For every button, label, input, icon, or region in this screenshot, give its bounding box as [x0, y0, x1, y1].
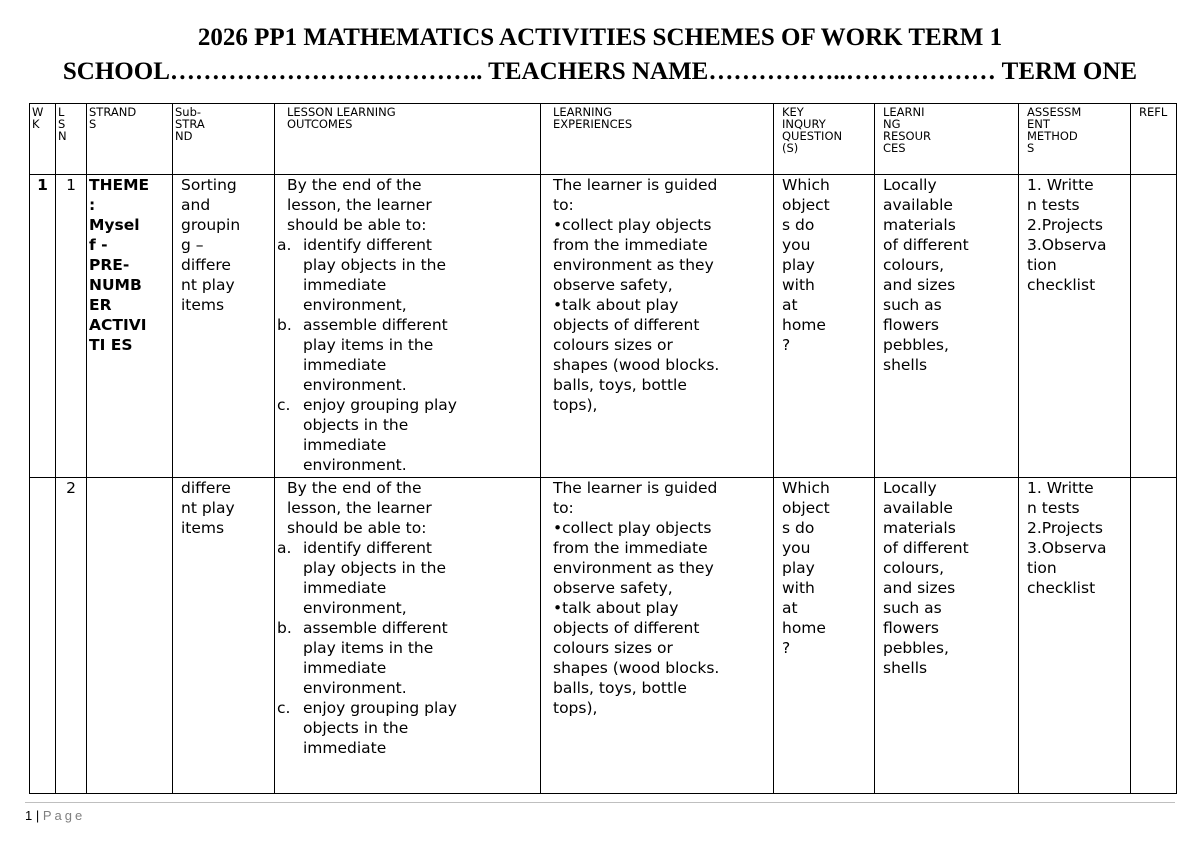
- outcome-item-line: [277, 375, 538, 395]
- outcome-item-line: [277, 678, 538, 698]
- strand-cell: [87, 175, 173, 478]
- cell-line: checklist: [1027, 579, 1096, 597]
- cell-line: differe: [181, 256, 231, 274]
- cell-line: such as: [883, 296, 942, 314]
- outcome-item-text: play objects in the: [303, 256, 447, 274]
- header-line: INQURY: [782, 117, 826, 131]
- outcome-item-text: play objects in the: [303, 559, 447, 577]
- cell-line: 3.Observa: [1027, 539, 1107, 557]
- cell-line: s do: [782, 519, 815, 537]
- header-reflection: [1131, 104, 1177, 175]
- header-line: METHOD: [1027, 129, 1078, 143]
- cell-line: •talk about play: [553, 296, 679, 314]
- header-line: S: [89, 117, 97, 131]
- cell-line: NUMB: [89, 276, 142, 294]
- cell-line: play: [782, 559, 815, 577]
- outcome-item-line: [277, 315, 538, 335]
- cell-line: pebbles,: [883, 639, 949, 657]
- outcome-item-line: [277, 558, 538, 578]
- outcome-item-text: immediate: [303, 579, 387, 597]
- outcome-item-line: [277, 435, 538, 455]
- outcome-item-text: immediate: [303, 739, 387, 757]
- cell-line: balls, toys, bottle: [553, 679, 687, 697]
- outcome-intro-line: lesson, the learner: [287, 196, 432, 214]
- cell-line: The learner is guided: [553, 176, 718, 194]
- outcome-item-text: environment.: [303, 456, 407, 474]
- document-subtitle: SCHOOL……………………………….. TEACHERS NAME……………..……………… TERM ONE: [62, 58, 1138, 85]
- lesson-cell: [56, 478, 87, 794]
- outcome-item-line: [277, 718, 538, 738]
- header-line: ENT: [1027, 117, 1050, 131]
- cell-line: 1. Writte: [1027, 479, 1094, 497]
- footer-separator: |: [32, 808, 43, 823]
- outcome-item-text: play items in the: [303, 336, 434, 354]
- cell-line: groupin: [181, 216, 241, 234]
- cell-line: flowers: [883, 316, 939, 334]
- cell-line: Which: [782, 479, 830, 497]
- cell-line: balls, toys, bottle: [553, 376, 687, 394]
- outcome-item-label: a.: [277, 539, 292, 557]
- outcome-item-label: c.: [277, 396, 291, 414]
- cell-line: differe: [181, 479, 231, 497]
- cell-line: checklist: [1027, 276, 1096, 294]
- header-line: Sub-: [175, 105, 202, 119]
- cell-line: n tests: [1027, 196, 1080, 214]
- cell-line: 2.Projects: [1027, 216, 1103, 234]
- cell-line: TI ES: [89, 336, 133, 354]
- header-line: STRAND: [89, 105, 137, 119]
- cell-line: nt play: [181, 499, 235, 517]
- cell-line: •talk about play: [553, 599, 679, 617]
- cell-line: and sizes: [883, 276, 956, 294]
- week-cell: [30, 175, 56, 478]
- footer-divider: [25, 802, 1175, 803]
- cell-line: shells: [883, 659, 928, 677]
- header-assessment: [1019, 104, 1131, 175]
- header-line: EXPERIENCES: [553, 117, 633, 131]
- outcome-item-line: [277, 698, 538, 718]
- header-line: (S): [782, 141, 799, 155]
- header-lsn: [56, 104, 87, 175]
- outcome-item-line: [277, 255, 538, 275]
- cell-line: Sorting: [181, 176, 237, 194]
- document-title: 2026 PP1 MATHEMATICS ACTIVITIES SCHEMES OF WORK TERM 1: [197, 24, 1003, 51]
- cell-line: object: [782, 499, 830, 517]
- outcome-item-line: [277, 598, 538, 618]
- cell-line: g –: [181, 236, 204, 254]
- header-line: W: [32, 105, 44, 119]
- cell-line: pebbles,: [883, 336, 949, 354]
- resources-cell: [875, 478, 1019, 794]
- lesson-number: 1: [66, 176, 76, 194]
- cell-line: tion: [1027, 559, 1057, 577]
- cell-line: n tests: [1027, 499, 1080, 517]
- outcome-item-line: [277, 235, 538, 255]
- outcome-item-text: assemble different: [303, 619, 448, 637]
- cell-line: you: [782, 539, 811, 557]
- outcome-item-text: immediate: [303, 436, 387, 454]
- strand-cell: [87, 478, 173, 794]
- cell-line: observe safety,: [553, 276, 673, 294]
- experiences-cell: [541, 478, 774, 794]
- cell-line: colours sizes or: [553, 336, 673, 354]
- cell-line: shapes (wood blocks.: [553, 659, 720, 677]
- outcome-item-line: [277, 275, 538, 295]
- header-line: N: [58, 129, 67, 143]
- outcome-item-line: [277, 295, 538, 315]
- outcome-item-line: [277, 395, 538, 415]
- outcome-item-label: b.: [277, 316, 292, 334]
- outcome-item-text: objects in the: [303, 416, 409, 434]
- page-footer: [25, 808, 85, 823]
- outcome-item-line: [277, 638, 538, 658]
- outcome-item-text: enjoy grouping play: [303, 396, 457, 414]
- table-row: [30, 175, 1177, 478]
- cell-line: objects of different: [553, 316, 700, 334]
- resources-cell: [875, 175, 1019, 478]
- cell-line: available: [883, 196, 953, 214]
- cell-line: object: [782, 196, 830, 214]
- outcome-item-text: immediate: [303, 356, 387, 374]
- header-line: CES: [883, 141, 906, 155]
- cell-line: 1. Writte: [1027, 176, 1094, 194]
- cell-line: :: [89, 196, 96, 214]
- cell-line: items: [181, 296, 225, 314]
- cell-line: ER: [89, 296, 112, 314]
- header-line: ASSESSM: [1027, 105, 1082, 119]
- reflection-cell: [1131, 478, 1177, 794]
- header-line: NG: [883, 117, 901, 131]
- cell-line: ?: [782, 639, 791, 657]
- cell-line: tops),: [553, 699, 598, 717]
- scheme-of-work-table: [29, 103, 1177, 794]
- header-line: LEARNING: [553, 105, 613, 119]
- inquiry-cell: [774, 175, 875, 478]
- table-row: [30, 478, 1177, 794]
- cell-line: home: [782, 316, 826, 334]
- lesson-number: 2: [66, 479, 76, 497]
- cell-line: flowers: [883, 619, 939, 637]
- outcome-item-text: environment,: [303, 599, 407, 617]
- outcome-item-text: environment.: [303, 679, 407, 697]
- header-line: L: [58, 105, 65, 119]
- outcome-item-line: [277, 538, 538, 558]
- substrand-cell: [173, 175, 275, 478]
- cell-line: to:: [553, 196, 574, 214]
- table-header-row: [30, 104, 1177, 175]
- outcome-item-line: [277, 618, 538, 638]
- page-number: 1: [25, 808, 33, 823]
- header-inquiry: [774, 104, 875, 175]
- outcome-item-text: play items in the: [303, 639, 434, 657]
- outcome-item-text: objects in the: [303, 719, 409, 737]
- header-line: QUESTION: [782, 129, 843, 143]
- cell-line: Locally: [883, 176, 937, 194]
- outcome-intro-line: should be able to:: [287, 519, 427, 537]
- outcome-intro-line: By the end of the: [287, 176, 422, 194]
- cell-line: 3.Observa: [1027, 236, 1107, 254]
- cell-line: such as: [883, 599, 942, 617]
- outcome-item-line: [277, 355, 538, 375]
- cell-line: shapes (wood blocks.: [553, 356, 720, 374]
- assessment-cell: [1019, 478, 1131, 794]
- outcomes-cell: [275, 175, 541, 478]
- outcome-item-line: [277, 578, 538, 598]
- cell-line: ?: [782, 336, 791, 354]
- cell-line: and sizes: [883, 579, 956, 597]
- outcome-item-line: [277, 738, 538, 758]
- cell-line: •collect play objects: [553, 216, 712, 234]
- cell-line: shells: [883, 356, 928, 374]
- week-cell: [30, 478, 56, 794]
- outcome-item-text: identify different: [303, 236, 433, 254]
- cell-line: The learner is guided: [553, 479, 718, 497]
- cell-line: Mysel: [89, 216, 140, 234]
- page-label: Page: [42, 808, 86, 823]
- header-line: S: [1027, 141, 1035, 155]
- outcome-item-label: a.: [277, 236, 292, 254]
- outcome-item-line: [277, 415, 538, 435]
- outcome-item-text: immediate: [303, 659, 387, 677]
- cell-line: THEME: [89, 176, 150, 194]
- cell-line: materials: [883, 216, 956, 234]
- cell-line: at: [782, 296, 798, 314]
- cell-line: environment as they: [553, 256, 714, 274]
- outcome-item-line: [277, 455, 538, 475]
- header-strands: [87, 104, 173, 175]
- cell-line: materials: [883, 519, 956, 537]
- outcome-item-line: [277, 335, 538, 355]
- experiences-cell: [541, 175, 774, 478]
- header-experiences: [541, 104, 774, 175]
- header-line: LESSON LEARNING: [287, 105, 396, 119]
- reflection-cell: [1131, 175, 1177, 478]
- cell-line: you: [782, 236, 811, 254]
- cell-line: •collect play objects: [553, 519, 712, 537]
- header-line: K: [32, 117, 40, 131]
- outcome-item-text: environment.: [303, 376, 407, 394]
- cell-line: tion: [1027, 256, 1057, 274]
- outcome-intro-line: By the end of the: [287, 479, 422, 497]
- cell-line: colours sizes or: [553, 639, 673, 657]
- cell-line: of different: [883, 236, 969, 254]
- cell-line: items: [181, 519, 225, 537]
- lesson-cell: [56, 175, 87, 478]
- outcome-intro-line: should be able to:: [287, 216, 427, 234]
- cell-line: Locally: [883, 479, 937, 497]
- cell-line: from the immediate: [553, 236, 708, 254]
- cell-line: with: [782, 276, 815, 294]
- outcome-item-line: [277, 658, 538, 678]
- outcome-item-text: environment,: [303, 296, 407, 314]
- header-line: STRA: [175, 117, 205, 131]
- cell-line: f -: [89, 236, 108, 254]
- header-outcomes: [275, 104, 541, 175]
- header-line: REFL: [1139, 105, 1168, 119]
- outcome-item-label: b.: [277, 619, 292, 637]
- outcome-item-text: immediate: [303, 276, 387, 294]
- inquiry-cell: [774, 478, 875, 794]
- cell-line: objects of different: [553, 619, 700, 637]
- outcome-item-text: assemble different: [303, 316, 448, 334]
- outcome-intro-line: lesson, the learner: [287, 499, 432, 517]
- outcomes-cell: [275, 478, 541, 794]
- cell-line: of different: [883, 539, 969, 557]
- cell-line: s do: [782, 216, 815, 234]
- week-number: 1: [37, 176, 48, 194]
- outcome-item-label: c.: [277, 699, 291, 717]
- cell-line: to:: [553, 499, 574, 517]
- cell-line: ACTIVI: [89, 316, 147, 334]
- cell-line: play: [782, 256, 815, 274]
- header-line: OUTCOMES: [287, 117, 353, 131]
- cell-line: at: [782, 599, 798, 617]
- cell-line: colours,: [883, 256, 944, 274]
- header-line: RESOUR: [883, 129, 932, 143]
- cell-line: nt play: [181, 276, 235, 294]
- header-substrand: [173, 104, 275, 175]
- header-wk: [30, 104, 56, 175]
- cell-line: home: [782, 619, 826, 637]
- substrand-cell: [173, 478, 275, 794]
- cell-line: available: [883, 499, 953, 517]
- header-line: KEY: [782, 105, 804, 119]
- cell-line: from the immediate: [553, 539, 708, 557]
- cell-line: colours,: [883, 559, 944, 577]
- cell-line: environment as they: [553, 559, 714, 577]
- header-line: LEARNI: [883, 105, 925, 119]
- outcome-item-text: enjoy grouping play: [303, 699, 457, 717]
- cell-line: 2.Projects: [1027, 519, 1103, 537]
- assessment-cell: [1019, 175, 1131, 478]
- header-resources: [875, 104, 1019, 175]
- cell-line: tops),: [553, 396, 598, 414]
- cell-line: observe safety,: [553, 579, 673, 597]
- outcome-item-text: identify different: [303, 539, 433, 557]
- header-line: S: [58, 117, 66, 131]
- cell-line: and: [181, 196, 211, 214]
- header-line: ND: [175, 129, 193, 143]
- cell-line: with: [782, 579, 815, 597]
- cell-line: Which: [782, 176, 830, 194]
- cell-line: PRE-: [89, 256, 130, 274]
